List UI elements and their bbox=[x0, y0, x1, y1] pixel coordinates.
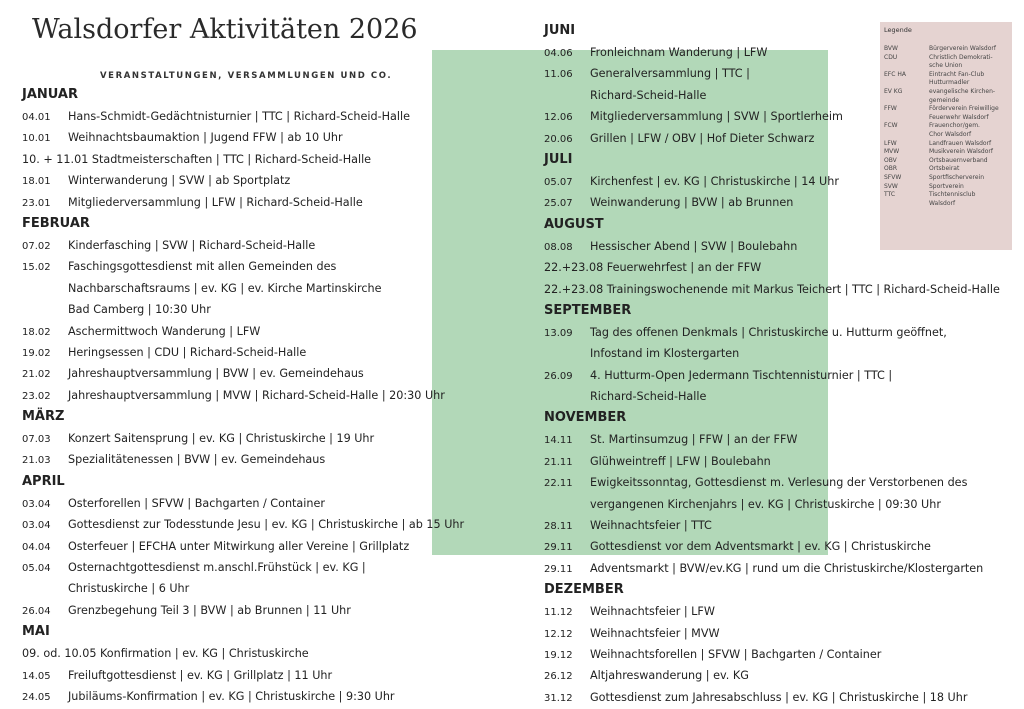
event-text: Kirchenfest | ev. KG | Christuskirche | 14 Uhr bbox=[590, 174, 839, 188]
event-line bbox=[544, 687, 1019, 708]
event-line bbox=[544, 494, 1019, 515]
legend-abbreviation: FFW bbox=[884, 105, 897, 113]
event-text: Jubiläums-Konfirmation | ev. KG | Christuskirche | 9:30 Uhr bbox=[68, 689, 395, 703]
event-line bbox=[22, 321, 492, 342]
event-text: Nachbarschaftsraums | ev. KG | ev. Kirche Martinskirche bbox=[68, 281, 382, 295]
event-line bbox=[544, 365, 1019, 386]
event-line bbox=[22, 449, 492, 470]
event-date: 07.03 bbox=[22, 434, 51, 446]
legend-description: Walsdorf bbox=[929, 199, 956, 207]
legend-row bbox=[884, 45, 1010, 54]
event-text: Weihnachtsforellen | SFVW | Bachgarten / Container bbox=[590, 647, 882, 661]
event-date: 15.02 bbox=[22, 262, 51, 274]
legend-row bbox=[884, 97, 1010, 106]
event-text: Hans-Schmidt-Gedächtnisturnier | TTC | Richard-Scheid-Halle bbox=[68, 110, 410, 123]
event-line bbox=[544, 322, 1019, 343]
legend-abbreviation bbox=[884, 200, 929, 209]
event-text: vergangenen Kirchenjahrs | ev. KG | Christuskirche | 09:30 Uhr bbox=[590, 497, 941, 511]
event-date: 23.02 bbox=[22, 390, 51, 402]
event-line bbox=[544, 558, 1019, 579]
event-line bbox=[544, 601, 1019, 622]
event-text: Mitgliederversammlung | SVW | Sportlerheim bbox=[590, 110, 843, 124]
event-text: 09. od. 10.05 Konfirmation | ev. KG | Christuskirche bbox=[22, 647, 309, 661]
event-text: Osterfeuer | EFCHA unter Mitwirkung aller Vereine | Grillplatz bbox=[68, 539, 410, 553]
legend-row bbox=[884, 79, 1010, 88]
event-text: Weihnachtsfeier | TTC bbox=[590, 519, 712, 533]
event-date: 29.11 bbox=[544, 542, 573, 554]
event-line bbox=[22, 235, 492, 256]
legend-abbreviation: SFVW bbox=[884, 173, 902, 181]
event-line bbox=[22, 514, 492, 535]
event-date: 18.02 bbox=[22, 326, 51, 338]
event-date: 11.06 bbox=[544, 69, 573, 81]
event-date: 05.07 bbox=[544, 176, 573, 188]
legend-row bbox=[884, 140, 1010, 149]
legend-abbreviation: OBR bbox=[884, 165, 898, 173]
event-date: 20.06 bbox=[544, 133, 573, 145]
month-heading: JANUAR bbox=[22, 87, 79, 102]
event-line bbox=[22, 578, 492, 599]
event-text: Faschingsgottesdienst mit allen Gemeinden des bbox=[68, 260, 337, 274]
event-date: 13.09 bbox=[544, 327, 573, 339]
legend-description: Landfrauen Walsdorf bbox=[929, 139, 992, 147]
legend-description: Tischtennisclub bbox=[929, 191, 976, 199]
legend-description: Ortsbeirat bbox=[929, 165, 960, 173]
month-heading: FEBRUAR bbox=[22, 215, 90, 231]
legend-abbreviation bbox=[884, 97, 929, 106]
event-text: Aschermittwoch Wanderung | LFW bbox=[68, 324, 261, 338]
event-date: 26.12 bbox=[544, 671, 573, 683]
event-date: 05.04 bbox=[22, 563, 51, 575]
event-text: Heringsessen | CDU | Richard-Scheid-Halle bbox=[68, 345, 307, 359]
legend-description: Frauenchor/gem. bbox=[929, 122, 980, 130]
event-line bbox=[22, 643, 492, 664]
legend-abbreviation bbox=[884, 79, 929, 88]
event-date: 14.11 bbox=[544, 435, 573, 447]
legend-row bbox=[884, 148, 1010, 157]
event-date: 04.06 bbox=[544, 48, 573, 59]
event-line bbox=[22, 428, 492, 449]
legend-row bbox=[884, 191, 1010, 200]
legend-abbreviation: EFC HA bbox=[884, 70, 906, 78]
event-date: 18.01 bbox=[22, 176, 51, 188]
event-line bbox=[22, 342, 492, 363]
month-heading: APRIL bbox=[22, 473, 65, 489]
event-date: 04.04 bbox=[22, 541, 51, 553]
event-text: 22.+23.08 Feuerwehrfest | an der FFW bbox=[544, 261, 762, 275]
legend-abbreviation: MVW bbox=[884, 148, 900, 156]
month-heading: NOVEMBER bbox=[544, 410, 627, 426]
month-section bbox=[22, 471, 492, 621]
month-heading: DEZEMBER bbox=[544, 582, 624, 598]
event-line bbox=[544, 644, 1019, 665]
event-text: Jahreshauptversammlung | BVW | ev. Gemeindehaus bbox=[68, 367, 364, 381]
event-date: 12.06 bbox=[544, 112, 573, 124]
event-line bbox=[544, 257, 1019, 278]
month-section bbox=[544, 579, 1019, 708]
event-line bbox=[544, 429, 1019, 450]
legend-row bbox=[884, 165, 1010, 174]
legend-abbreviation: CDU bbox=[884, 53, 898, 61]
event-text: Weihnachtsbaumaktion | Jugend FFW | ab 10 Uhr bbox=[68, 131, 343, 145]
event-date: 08.08 bbox=[544, 241, 573, 253]
event-date: 03.04 bbox=[22, 520, 51, 532]
legend-abbreviation: BVW bbox=[884, 45, 898, 52]
legend-abbreviation: OBV bbox=[884, 156, 897, 164]
event-text: Grenzbegehung Teil 3 | BVW | ab Brunnen | 11 Uhr bbox=[68, 603, 351, 617]
event-line bbox=[22, 256, 492, 277]
event-date: 07.02 bbox=[22, 240, 51, 252]
event-text: Osternachtgottesdienst m.anschl.Frühstück | ev. KG | bbox=[68, 561, 366, 575]
event-text: Gottesdienst zur Todesstunde Jesu | ev. KG | Christuskirche | ab 15 Uhr bbox=[68, 518, 465, 532]
event-text: 22.+23.08 Trainingswochenende mit Markus Teichert | TTC | Richard-Scheid-Halle bbox=[544, 282, 1000, 296]
event-line bbox=[22, 665, 492, 686]
event-line bbox=[22, 385, 492, 406]
event-line bbox=[22, 363, 492, 384]
event-line bbox=[22, 106, 492, 127]
event-text: Gottesdienst vor dem Adventsmarkt | ev. KG | Christuskirche bbox=[590, 540, 931, 554]
event-text: Generalversammlung | TTC | bbox=[590, 67, 750, 81]
event-text: Christuskirche | 6 Uhr bbox=[68, 582, 190, 596]
event-line bbox=[544, 623, 1019, 644]
event-date: 31.12 bbox=[544, 692, 573, 704]
event-text: Weihnachtsfeier | MVW bbox=[590, 626, 720, 640]
event-date: 22.11 bbox=[544, 478, 573, 490]
legend-abbreviation bbox=[884, 131, 929, 140]
month-section bbox=[22, 213, 492, 406]
legend-row bbox=[884, 157, 1010, 166]
legend-abbreviation: SVW bbox=[884, 182, 898, 190]
month-heading: MAI bbox=[22, 624, 50, 640]
event-text: Grillen | LFW / OBV | Hof Dieter Schwarz bbox=[590, 131, 815, 145]
event-text: Gottesdienst zum Jahresabschluss | ev. KG | Christuskirche | 18 Uhr bbox=[590, 690, 968, 704]
legend-row bbox=[884, 114, 1010, 123]
event-line bbox=[22, 600, 492, 621]
legend-description: sche Union bbox=[929, 62, 963, 70]
event-date: 19.12 bbox=[544, 649, 573, 661]
left-calendar-column bbox=[22, 84, 492, 707]
legend-description: Bürgerverein Walsdorf bbox=[929, 45, 996, 52]
event-line bbox=[22, 149, 492, 170]
event-line bbox=[544, 343, 1019, 364]
legend-row bbox=[884, 122, 1010, 131]
event-text: Mitgliederversammlung | LFW | Richard-Scheid-Halle bbox=[68, 195, 363, 209]
legend-description: Musikverein Walsdorf bbox=[929, 148, 993, 156]
event-text: Kinderfasching | SVW | Richard-Scheid-Halle bbox=[68, 238, 316, 252]
legend-row bbox=[884, 131, 1010, 140]
event-date: 04.01 bbox=[22, 112, 51, 123]
event-text: Richard-Scheid-Halle bbox=[590, 88, 707, 102]
month-section bbox=[544, 300, 1019, 408]
event-text: Altjahreswanderung | ev. KG bbox=[590, 669, 749, 683]
event-line bbox=[22, 536, 492, 557]
month-section bbox=[22, 621, 492, 707]
legend-row bbox=[884, 174, 1010, 183]
legend-description: Ortsbauernverband bbox=[929, 156, 988, 164]
event-line bbox=[22, 278, 492, 299]
legend-description: Sportverein bbox=[929, 182, 964, 190]
legend-description: Eintracht Fan-Club bbox=[929, 70, 985, 78]
event-date: 21.02 bbox=[22, 369, 51, 381]
legend-description: Hutturmadler bbox=[929, 79, 970, 87]
event-text: Glühweintreff | LFW | Boulebahn bbox=[590, 454, 771, 468]
event-line bbox=[22, 493, 492, 514]
event-text: Hessischer Abend | SVW | Boulebahn bbox=[590, 239, 798, 253]
event-line bbox=[544, 515, 1019, 536]
event-line bbox=[22, 557, 492, 578]
event-date: 21.11 bbox=[544, 456, 573, 468]
legend-list bbox=[884, 45, 1010, 208]
event-line bbox=[544, 386, 1019, 407]
event-text: Adventsmarkt | BVW/ev.KG | rund um die Christuskirche/Klostergarten bbox=[590, 561, 984, 575]
event-text: Winterwanderung | SVW | ab Sportplatz bbox=[68, 174, 291, 188]
legend-title: Legende bbox=[884, 26, 912, 34]
event-date: 28.11 bbox=[544, 521, 573, 533]
legend-box bbox=[880, 22, 1012, 250]
event-text: Fronleichnam Wanderung | LFW bbox=[590, 46, 768, 59]
event-line bbox=[22, 192, 492, 213]
event-line bbox=[544, 536, 1019, 557]
legend-description: Christlich Demokrati- bbox=[929, 53, 993, 61]
event-text: Weihnachtsfeier | LFW bbox=[590, 605, 715, 619]
event-line bbox=[22, 127, 492, 148]
event-date: 24.05 bbox=[22, 691, 51, 703]
month-heading: MÄRZ bbox=[22, 409, 65, 425]
event-text: Ewigkeitssonntag, Gottesdienst m. Verlesung der Verstorbenen des bbox=[590, 476, 968, 490]
legend-abbreviation: EV KG bbox=[884, 87, 903, 95]
event-date: 12.12 bbox=[544, 628, 573, 640]
legend-row bbox=[884, 183, 1010, 192]
legend-description: Feuerwehr Walsdorf bbox=[929, 113, 989, 121]
event-text: 4. Hutturm-Open Jedermann Tischtennisturnier | TTC | bbox=[590, 368, 893, 382]
event-date: 29.11 bbox=[544, 563, 573, 575]
event-date: 25.07 bbox=[544, 198, 573, 210]
legend-abbreviation bbox=[884, 114, 929, 123]
legend-abbreviation bbox=[884, 62, 929, 71]
month-heading: AUGUST bbox=[544, 216, 604, 232]
month-heading: JUNI bbox=[544, 23, 576, 38]
month-section bbox=[544, 407, 1019, 579]
event-line bbox=[22, 686, 492, 707]
legend-row bbox=[884, 54, 1010, 63]
event-text: Jahreshauptversammlung | MVW | Richard-Scheid-Halle | 20:30 Uhr bbox=[68, 388, 445, 402]
event-text: Infostand im Klostergarten bbox=[590, 347, 740, 361]
legend-abbreviation: TTC bbox=[884, 191, 896, 199]
legend-description: gemeinde bbox=[929, 96, 960, 104]
event-line bbox=[544, 279, 1019, 300]
legend-row bbox=[884, 62, 1010, 71]
event-text: Osterforellen | SFVW | Bachgarten / Container bbox=[68, 496, 325, 510]
legend-abbreviation: LFW bbox=[884, 139, 897, 147]
event-text: Tag des offenen Denkmals | Christuskirche u. Hutturm geöffnet, bbox=[590, 325, 947, 339]
event-line bbox=[544, 451, 1019, 472]
legend-description: evangelische Kirchen- bbox=[929, 87, 996, 95]
event-line bbox=[544, 472, 1019, 493]
event-date: 21.03 bbox=[22, 455, 51, 467]
legend-row bbox=[884, 71, 1010, 80]
legend-description: Förderverein Freiwillige bbox=[929, 105, 999, 113]
event-date: 26.09 bbox=[544, 370, 573, 382]
month-heading: JULI bbox=[544, 151, 573, 167]
event-line bbox=[22, 299, 492, 320]
legend-row bbox=[884, 200, 1010, 209]
event-date: 23.01 bbox=[22, 197, 51, 209]
event-text: Konzert Saitensprung | ev. KG | Christuskirche | 19 Uhr bbox=[68, 432, 375, 446]
event-text: 10. + 11.01 Stadtmeisterschaften | TTC | Richard-Scheid-Halle bbox=[22, 152, 372, 166]
event-text: Weinwanderung | BVW | ab Brunnen bbox=[590, 196, 794, 210]
event-line bbox=[22, 170, 492, 191]
month-heading: SEPTEMBER bbox=[544, 302, 632, 318]
event-text: Spezialitätenessen | BVW | ev. Gemeindehaus bbox=[68, 453, 326, 467]
legend-description: Chor Walsdorf bbox=[929, 130, 972, 138]
page-title: Walsdorfer Aktivitäten 2026 bbox=[32, 14, 418, 45]
month-section bbox=[22, 84, 492, 213]
event-date: 26.04 bbox=[22, 605, 51, 617]
page-subtitle: VERANSTALTUNGEN, VERSAMMLUNGEN UND CO. bbox=[100, 71, 393, 81]
event-date: 10.01 bbox=[22, 133, 51, 145]
event-text: Bad Camberg | 10:30 Uhr bbox=[68, 303, 211, 317]
legend-abbreviation: FCW bbox=[884, 122, 898, 130]
legend-row bbox=[884, 88, 1010, 97]
event-line bbox=[544, 665, 1019, 686]
event-text: Richard-Scheid-Halle bbox=[590, 390, 707, 404]
event-date: 03.04 bbox=[22, 498, 51, 510]
legend-row bbox=[884, 105, 1010, 114]
month-section bbox=[22, 406, 492, 471]
event-date: 19.02 bbox=[22, 347, 51, 359]
event-date: 14.05 bbox=[22, 670, 51, 682]
event-text: Freiluftgottesdienst | ev. KG | Grillplatz | 11 Uhr bbox=[68, 668, 333, 682]
event-text: St. Martinsumzug | FFW | an der FFW bbox=[590, 433, 798, 447]
event-date: 11.12 bbox=[544, 607, 573, 619]
legend-description: Sportfischerverein bbox=[929, 173, 985, 181]
